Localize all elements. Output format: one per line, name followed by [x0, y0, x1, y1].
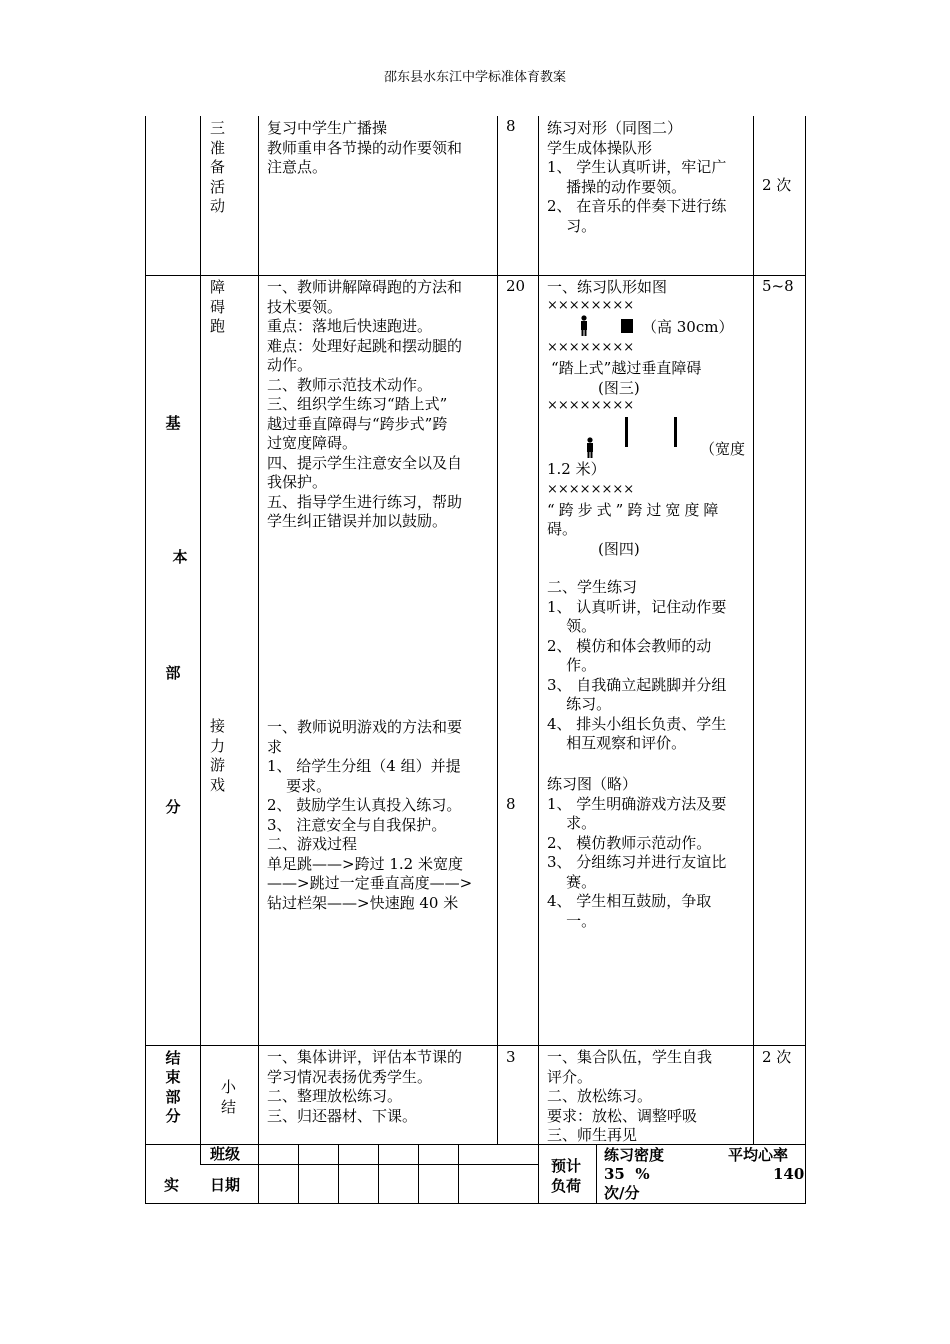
class-label: 班级 [210, 1145, 241, 1163]
ending-time: 3 [506, 1048, 516, 1066]
main-part-char: 本 [172, 548, 188, 566]
heart-rate-unit: 次/分 [604, 1184, 640, 1202]
page-header: 邵东县水东江中学标准体育教案 [383, 70, 566, 85]
figure-3-caption: (图三) [598, 379, 640, 397]
relay-time: 8 [506, 795, 516, 813]
formation-row-crosses: ×××××××× [547, 398, 635, 413]
formation-row-crosses: ×××××××× [547, 340, 635, 355]
prep-content: 复习中学生广播操 教师重申各节操的动作要领和 注意点。 [267, 119, 463, 176]
hurdle-count: 5~8 [762, 277, 794, 295]
main-part-char: 基 [165, 414, 181, 432]
prep-organization: 练习对形（同图二） 学生成体操队形 1、 学生认真听讲，牢记广 播操的动作要领。 2、 在音乐的伴奏下进行练 习。 [547, 119, 727, 235]
ending-label: 小 结 [221, 1078, 237, 1116]
ending-part-char: 结 [165, 1049, 181, 1067]
relay-organization: 练习图（略） 1、 学生明确游戏方法及要 求。 2、 模仿教师示范动作。 3、 分组练习并进行友谊比 赛。 4、 学生相互鼓励，争取 一。 [547, 775, 727, 930]
prep-section-label: 三 准 备 活 动 [210, 119, 226, 215]
main-part-char: 分 [165, 798, 181, 816]
width-obstacle-bar [625, 417, 628, 447]
relay-content: 一、教师说明游戏的方法和要 求 1、 给学生分组（4 组）并提 要求。 2、 鼓励学生认真投入练习。 3、 注意安全与自我保护。 二、游戏过程 单足跳——>跨过 1.2 米宽度 ——>跳过一定垂直高度——> 钻过栏架——>快速跑 40 米 [267, 718, 473, 912]
ending-part-char: 束 [165, 1068, 181, 1086]
main-part-char: 部 [165, 664, 181, 682]
width-note: （宽度 [700, 440, 746, 458]
tread-caption: “踏上式”越过垂直障碍 [551, 359, 702, 377]
obstacle-height-note: （高 30cm） [642, 318, 734, 336]
figure-4-caption: (图四) [598, 540, 640, 558]
formation-title: 一、练习队形如图 [547, 278, 668, 296]
heart-rate-label: 平均心率 [728, 1146, 789, 1164]
load-label: 预计 负荷 [551, 1157, 582, 1195]
hurdle-label: 障 碍 跑 [210, 278, 226, 335]
ending-part-char: 部 [165, 1088, 181, 1106]
date-label: 日期 [210, 1176, 241, 1194]
vertical-obstacle-block [621, 319, 633, 333]
relay-label: 接 力 游 戏 [210, 717, 226, 794]
formation-row-crosses: ×××××××× [547, 298, 635, 313]
ending-count: 2 次 [762, 1048, 792, 1066]
stride-caption: “跨步式”跨过宽度障 [547, 501, 723, 519]
prep-count: 2 次 [762, 176, 792, 194]
ending-part-char: 分 [165, 1107, 181, 1125]
hurdle-content: 一、教师讲解障碍跑的方法和 技术要领。 重点：落地后快速跑进。 难点：处理好起跳和摆动腿的 动作。 二、教师示范技术动作。 三、组织学生练习“踏上式” 越过垂直障碍与“跨步式”跨 过宽度障碍。 四、提示学生注意安全以及自 我保护。 五、指导学生进行练习，帮助 学生纠正错误并加以鼓励。 [267, 278, 463, 530]
student-practice: 二、学生练习 1、 认真听讲，记住动作要 领。 2、 模仿和体会教师的动 作。 3、 自我确立起跳脚并分组 练习。 4、 排头小组长负责、学生 相互观察和评价。 [547, 578, 727, 752]
formation-row-crosses: ×××××××× [547, 482, 635, 497]
ending-organization: 一、集合队伍，学生自我 评介。 二、放松练习。 要求：放松、调整呼吸 三、师生再见 [547, 1048, 713, 1144]
student-figure-icon [584, 437, 596, 459]
width-note-value: 1.2 米） [547, 460, 606, 478]
density-label: 练习密度 [604, 1146, 665, 1164]
density-value: 35 % [604, 1165, 650, 1183]
student-figure-icon [578, 315, 590, 337]
prep-time: 8 [506, 117, 516, 135]
footer-left-label: 实 [164, 1176, 180, 1194]
ending-content: 一、集体讲评，评估本节课的 学习情况表扬优秀学生。 二、整理放松练习。 三、归还器材、下课。 [267, 1048, 463, 1125]
hurdle-time: 20 [506, 277, 526, 295]
width-obstacle-bar [674, 417, 677, 447]
stride-caption-end: 碍。 [547, 520, 578, 538]
heart-rate-value: 140 [773, 1165, 805, 1183]
